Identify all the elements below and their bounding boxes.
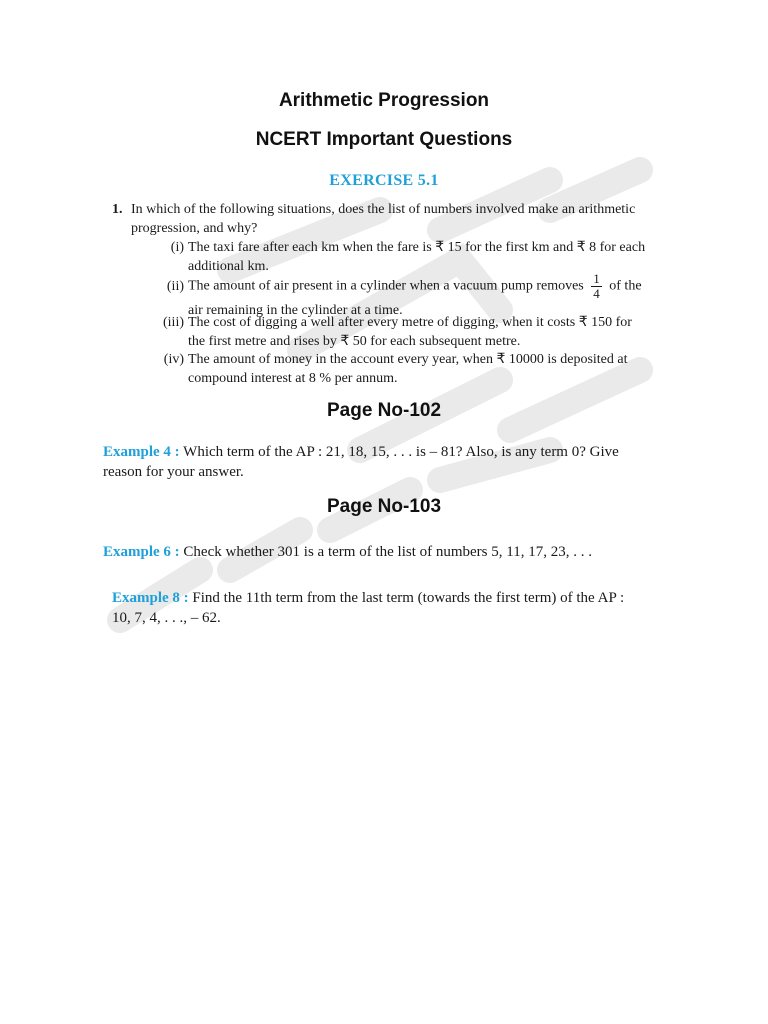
- question-number: 1.: [112, 202, 123, 217]
- example-6: [103, 542, 663, 562]
- fraction: [591, 272, 602, 301]
- exercise-title: EXERCISE 5.1: [329, 172, 439, 189]
- item-text: The taxi fare after each km when the fare is ₹ 15 for the first km and ₹ 8 for each additional km.: [188, 240, 646, 274]
- item-mark: (iii): [163, 315, 184, 330]
- example-8: [112, 588, 642, 628]
- document-title: Arithmetic Progression: [278, 90, 490, 111]
- item-text-before: The amount of air present in a cylinder when a vacuum pump removes: [188, 278, 584, 294]
- example-4: [103, 442, 648, 482]
- example-label: Example 8 :: [112, 590, 189, 606]
- example-text: Check whether 301 is a term of the list of numbers 5, 11, 17, 23, . . .: [183, 544, 592, 560]
- item-text: The amount of money in the account every year, when ₹ 10000 is deposited at compound interest at 8 % per annum.: [188, 352, 628, 386]
- item-mark: (iv): [163, 352, 184, 367]
- item-text-after: of the air remaining in the cylinder at a time.: [188, 278, 642, 318]
- example-label: Example 6 :: [103, 544, 180, 560]
- example-label: Example 4 :: [103, 444, 180, 460]
- item-text: The cost of digging a well after every metre of digging, when it costs ₹ 150 for the first metre and rises by ₹ 50 for each subsequent metre.: [188, 315, 632, 349]
- document-subtitle: NCERT Important Questions: [255, 129, 513, 150]
- question-text: In which of the following situations, does the list of numbers involved make an arithmetic progression, and why?: [131, 202, 636, 236]
- example-text: Which term of the AP : 21, 18, 15, . . . is – 81? Also, is any term 0? Give reason for your answer.: [103, 444, 619, 480]
- fraction-numerator: 1: [593, 271, 600, 286]
- item-mark: (i): [170, 240, 184, 255]
- question-1: [112, 200, 652, 390]
- page-102-heading: Page No-102: [326, 400, 442, 421]
- example-text: Find the 11th term from the last term (towards the first term) of the AP : 10, 7, 4, . . ., – 62.: [112, 590, 625, 626]
- item-mark: (ii): [166, 279, 184, 294]
- fraction-denominator: 4: [593, 286, 600, 301]
- page-103-heading: Page No-103: [326, 496, 442, 517]
